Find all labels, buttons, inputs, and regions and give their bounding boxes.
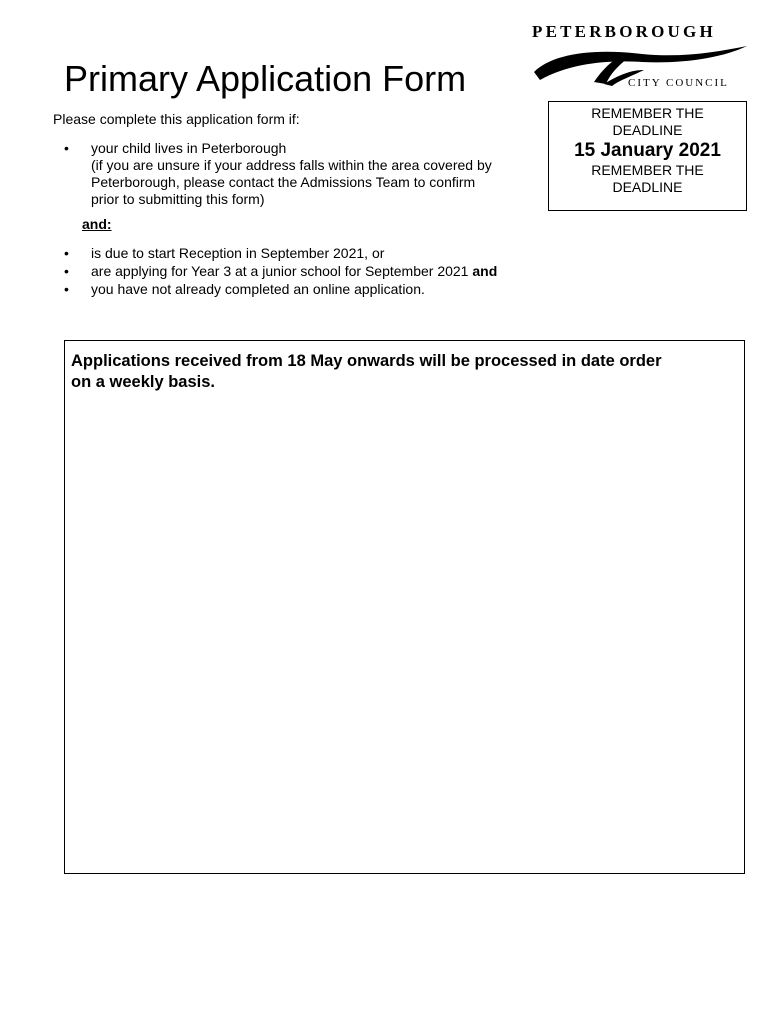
deadline-reminder-line: DEADLINE	[612, 122, 683, 138]
and-label: and:	[82, 216, 112, 232]
list-item-subtext: prior to submitting this form)	[91, 191, 265, 207]
bullet-dot: •	[64, 263, 69, 279]
notice-line: on a weekly basis.	[71, 373, 215, 391]
deadline-reminder-line: REMEMBER THE	[591, 162, 704, 178]
logo-text-peterborough: PETERBOROUGH	[532, 22, 716, 41]
deadline-reminder-line: DEADLINE	[612, 179, 683, 195]
list-item-text: is due to start Reception in September 2021, or	[91, 245, 385, 261]
list-item-text: you have not already completed an online application.	[91, 281, 425, 297]
bullet-dot: •	[64, 245, 69, 261]
list-item-text: are applying for Year 3 at a junior school for September 2021	[91, 263, 473, 279]
notice-line: Applications received from 18 May onwards will be processed in date order	[71, 352, 662, 370]
intro-text: Please complete this application form if:	[53, 111, 300, 127]
list-item	[91, 263, 497, 280]
list-item-subtext: (if you are unsure if your address falls within the area covered by	[91, 157, 492, 173]
list-item	[91, 140, 541, 208]
notice-box	[64, 340, 745, 874]
list-item-text: your child lives in Peterborough	[91, 140, 287, 156]
list-item-bold-text: and	[472, 263, 498, 279]
deadline-date: 15 January 2021	[574, 140, 721, 161]
deadline-box	[548, 101, 747, 211]
list-item	[91, 281, 425, 298]
notice-text	[71, 351, 738, 393]
logo-text-city-council: CITY COUNCIL	[628, 77, 729, 89]
bullet-dot: •	[64, 140, 69, 156]
page-title: Primary Application Form	[64, 58, 467, 99]
list-item-subtext: Peterborough, please contact the Admissions Team to confirm	[91, 174, 476, 190]
deadline-reminder-line: REMEMBER THE	[591, 105, 704, 121]
bullet-dot: •	[64, 281, 69, 297]
list-item	[91, 245, 384, 262]
